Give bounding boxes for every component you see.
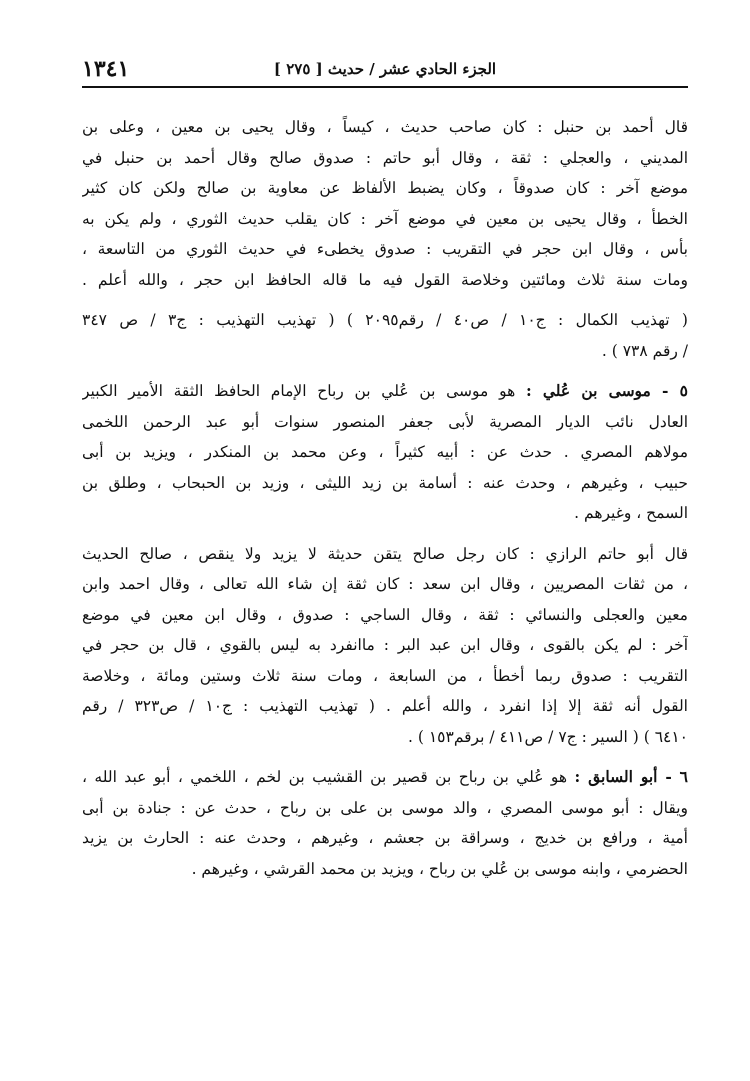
text-line: مولاهم المصري . حدث عن : أبيه كثيراً ، وعن محمد بن المنكدر ، ويزيد بن أبى	[82, 443, 688, 461]
text-line: المديني ، والعجلي : ثقة ، وقال أبو حاتم : صدوق صالح وقال أحمد بن حنبل في	[82, 148, 688, 167]
paragraph-musa-bin-ali	[82, 376, 688, 529]
text-line: الحضرمي ، وابنه موسى بن عُلي بن رباح ، ويزيد بن محمد القرشي ، وغيرهم .	[191, 859, 688, 878]
text-line: قال أبو حاتم الرازي : كان رجل صالح يتقن حديثة لا يزيد ولا ينقص ، صالح الحديث	[82, 544, 688, 563]
paragraph-gap	[82, 529, 688, 539]
text-line: أمية ، ورافع بن خديج ، وسراقة بن جعشم ، وغيرهم ، وحدث عنه : الحارث بن يزيد	[82, 829, 688, 847]
text-line: ( تهذيب الكمال : ج١٠ / ص٤٠ / رقم٢٠٩٥ ) ( تهذيب التهذيب : ج٣ / ص ٣٤٧	[82, 311, 688, 329]
text-line: بأس ، وقال ابن حجر في التقريب : صدوق يخطىء في حديث الثوري من التاسعة ،	[82, 240, 688, 258]
text-line: معين والعجلى والنسائي : ثقة ، وقال الساجي : صدوق ، وقال ابن معين في موضع	[82, 605, 688, 624]
paragraph-ahmad-quote	[82, 112, 688, 295]
page-body	[82, 112, 688, 884]
text-line: العادل نائب الديار المصرية لأبى جعفر المنصور سنوات أبو عبد الرحمن اللخمى	[82, 412, 688, 431]
entry-heading: ٦ - أبو السابق :	[574, 767, 688, 786]
text-line: ، من ثقات المصريين ، وقال ابن سعد : كان ثقة إن شاء الله تعالى ، وقال احمد وابن	[82, 575, 688, 593]
header-title: الجزء الحادي عشر / حديث [ ٢٧٥ ]	[273, 60, 497, 78]
text-line: ٦٤١٠ ) ( السير : ج٧ / ص٤١١ / برقم١٥٣ ) .	[408, 727, 688, 746]
page-number: ١٣٤١	[82, 56, 130, 82]
text-line: ويقال : أبو موسى المصري ، والد موسى بن على بن رباح ، حدث عن : جنادة بن أبى	[82, 798, 688, 817]
header-rule	[82, 86, 688, 88]
entry-text: هو موسى بن عُلي بن رباح الإمام الحافظ الثقة الأمير الكبير	[82, 382, 516, 400]
entry-heading: ٥ - موسى بن عُلي :	[525, 381, 688, 400]
text-line: قال أحمد بن حنبل : كان صاحب حديث ، كيساً ، وقال يحيى بن معين ، وعلى بن	[82, 118, 688, 136]
text-line: التقريب : صدوق ربما أخطأ ، من السابعة ، ومات سنة ثلاث وستين ومائة ، وخلاصة	[82, 666, 688, 685]
text-line: القول أنه ثقة إلا إذا انفرد ، والله أعلم . ( تهذيب التهذيب : ج١٠ / ص٣٢٣ / رقم	[82, 697, 688, 715]
paragraph-gap	[82, 295, 688, 305]
text-line: ومات سنة ثلاث ومائتين وخلاصة القول فيه ما قاله الحافظ ابن حجر ، والله أعلم .	[82, 270, 688, 289]
text-line: حبيب ، وغيرهم ، وحدث عنه : أسامة بن زيد الليثى ، وزيد بن الحبحاب ، وطلق بن	[82, 473, 688, 492]
paragraph-abu-hatim-quote	[82, 539, 688, 753]
text-line	[82, 762, 688, 793]
paragraph-gap	[82, 366, 688, 376]
paragraph-abu-al-sabiq	[82, 762, 688, 884]
entry-text: هو عُلي بن رباح بن قصير بن القشيب بن لخم ، اللخمي ، أبو عبد الله ،	[82, 768, 568, 786]
text-line: السمح ، وغيرهم .	[574, 504, 688, 522]
text-line	[82, 376, 688, 407]
paragraph-references-1	[82, 305, 688, 366]
paragraph-gap	[82, 752, 688, 762]
text-line: موضع آخر : كان صدوقاً ، وكان يضبط الألفاظ عن معاوية بن صالح ولكن كان كثير	[82, 179, 688, 197]
running-header	[82, 56, 688, 88]
text-line: آخر : لم يكن بالقوى ، وقال ابن عبد البر : ماانفرد به ليس بالقوي ، قال بن حجر في	[82, 636, 688, 654]
text-line: الخطأ ، وقال يحيى بن معين في موضع آخر : كان يقلب حديث الثوري ، ولم يكن به	[82, 209, 688, 228]
text-line: / رقم ٧٣٨ ) .	[601, 341, 688, 360]
